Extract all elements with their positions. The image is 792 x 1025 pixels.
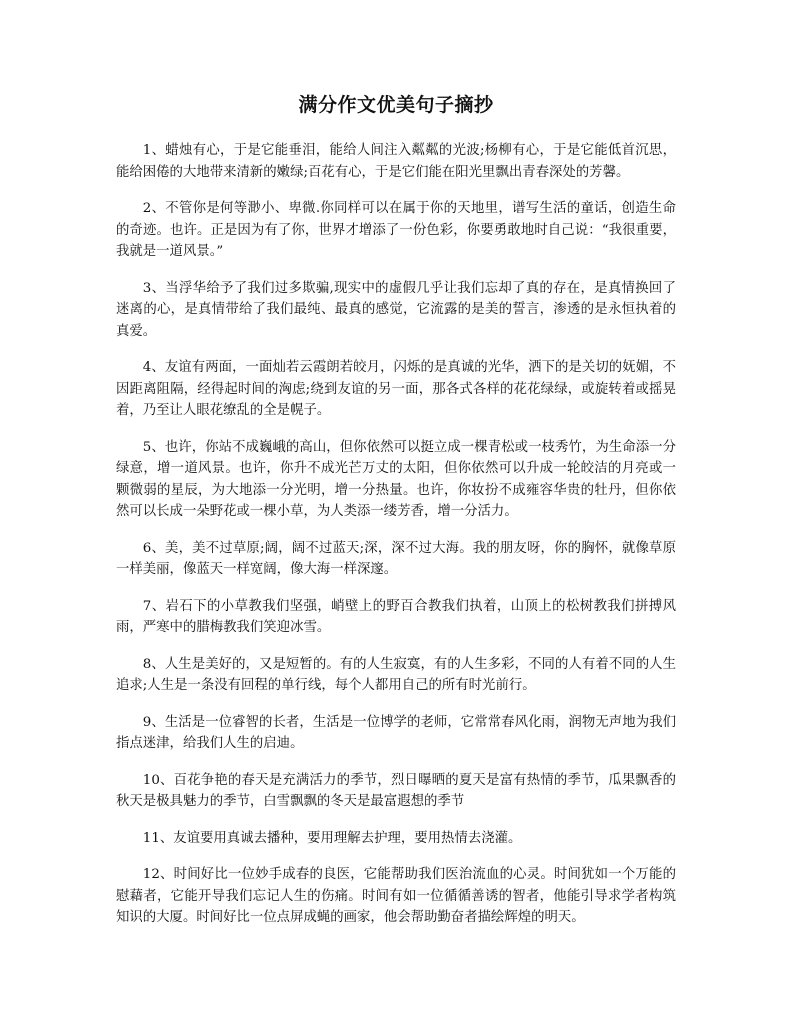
paragraph-11: 11、友谊要用真诚去播种，要用理解去护理，要用热情去浇灌。: [142, 830, 522, 846]
paragraph-6: 6、美，美不过草原;阔，阔不过蓝天;深，深不过大海。我的朋友呀，你的胸怀，就像草原一样美丽，像蓝天一样宽阔，像大海一样深邃。: [116, 540, 676, 577]
paragraph-7: 7、岩石下的小草教我们坚强，峭壁上的野百合教我们执着，山顶上的松树教我们拼搏风雨，严寒中的腊梅教我们笑迎冰雪。: [116, 598, 676, 635]
paragraph-9: 9、生活是一位睿智的长者，生活是一位博学的老师，它常常春风化雨，润物无声地为我们指点迷津，给我们人生的启迪。: [116, 714, 676, 751]
document-title: 满分作文优美句子摘抄: [298, 94, 494, 116]
paragraph-12: 12、时间好比一位妙手成春的良医，它能帮助我们医治流血的心灵。时间犹如一个万能的慰藉者，它能开导我们忘记人生的伤痛。时间有如一位循循善诱的智者，他能引导求学者构筑知识的大厦。时间好比一位点屏成蝇的画家，他会帮助勤奋者描绘辉煌的明天。: [116, 867, 676, 925]
paragraph-1: 1、蜡烛有心，于是它能垂泪，能给人间注入粼粼的光波;杨柳有心，于是它能低首沉思，能给困倦的大地带来清新的嫩绿;百花有心，于是它们能在阳光里飘出青春深处的芳馨。: [116, 143, 676, 180]
paragraph-2: 2、不管你是何等渺小、卑微.你同样可以在属于你的天地里，谱写生活的童话，创造生命的奇迹。也许。正是因为有了你，世界才增添了一份色彩，你要勇敢地时自己说：“我很重要，我就是一道风景。”: [116, 201, 676, 259]
document-page: [116, 92, 676, 944]
paragraph-10: 10、百花争艳的春天是充满活力的季节，烈日曝晒的夏天是富有热情的季节，瓜果飘香的秋天是极具魅力的季节，白雪飘飘的冬天是最富遐想的季节: [116, 772, 676, 809]
paragraph-5: 5、也许，你站不成巍峨的高山，但你依然可以挺立成一棵青松或一枝秀竹，为生命添一分绿意，增一道风景。也许，你升不成光芒万丈的太阳，但你依然可以升成一轮皎洁的月亮或一颗微弱的星辰，为大地添一分光明，增一分热量。也许，你妆扮不成雍容华贵的牡丹，但你依然可以长成一朵野花或一棵小草，为人类添一缕芳香，增一分活力。: [116, 439, 676, 519]
paragraph-8: 8、人生是美好的，又是短暂的。有的人生寂寞，有的人生多彩，不同的人有着不同的人生追求;人生是一条没有回程的单行线，每个人都用自己的所有时光前行。: [116, 656, 676, 693]
paragraph-3: 3、当浮华给予了我们过多欺骗,现实中的虚假几乎让我们忘却了真的存在，是真情换回了迷离的心，是真情带给了我们最纯、最真的感觉，它流露的是美的誓言，渗透的是永恒执着的真爱。: [116, 280, 676, 339]
paragraph-4: 4、友谊有两面，一面灿若云霞朗若皎月，闪烁的是真诚的光华，洒下的是关切的妩媚，不因距离阻隔，经得起时间的洶虑;绕到友谊的另一面，那各式各样的花花绿绿，或旋转着或摇晃着，乃至让人眼花缭乱的全是幌子。: [116, 360, 676, 418]
